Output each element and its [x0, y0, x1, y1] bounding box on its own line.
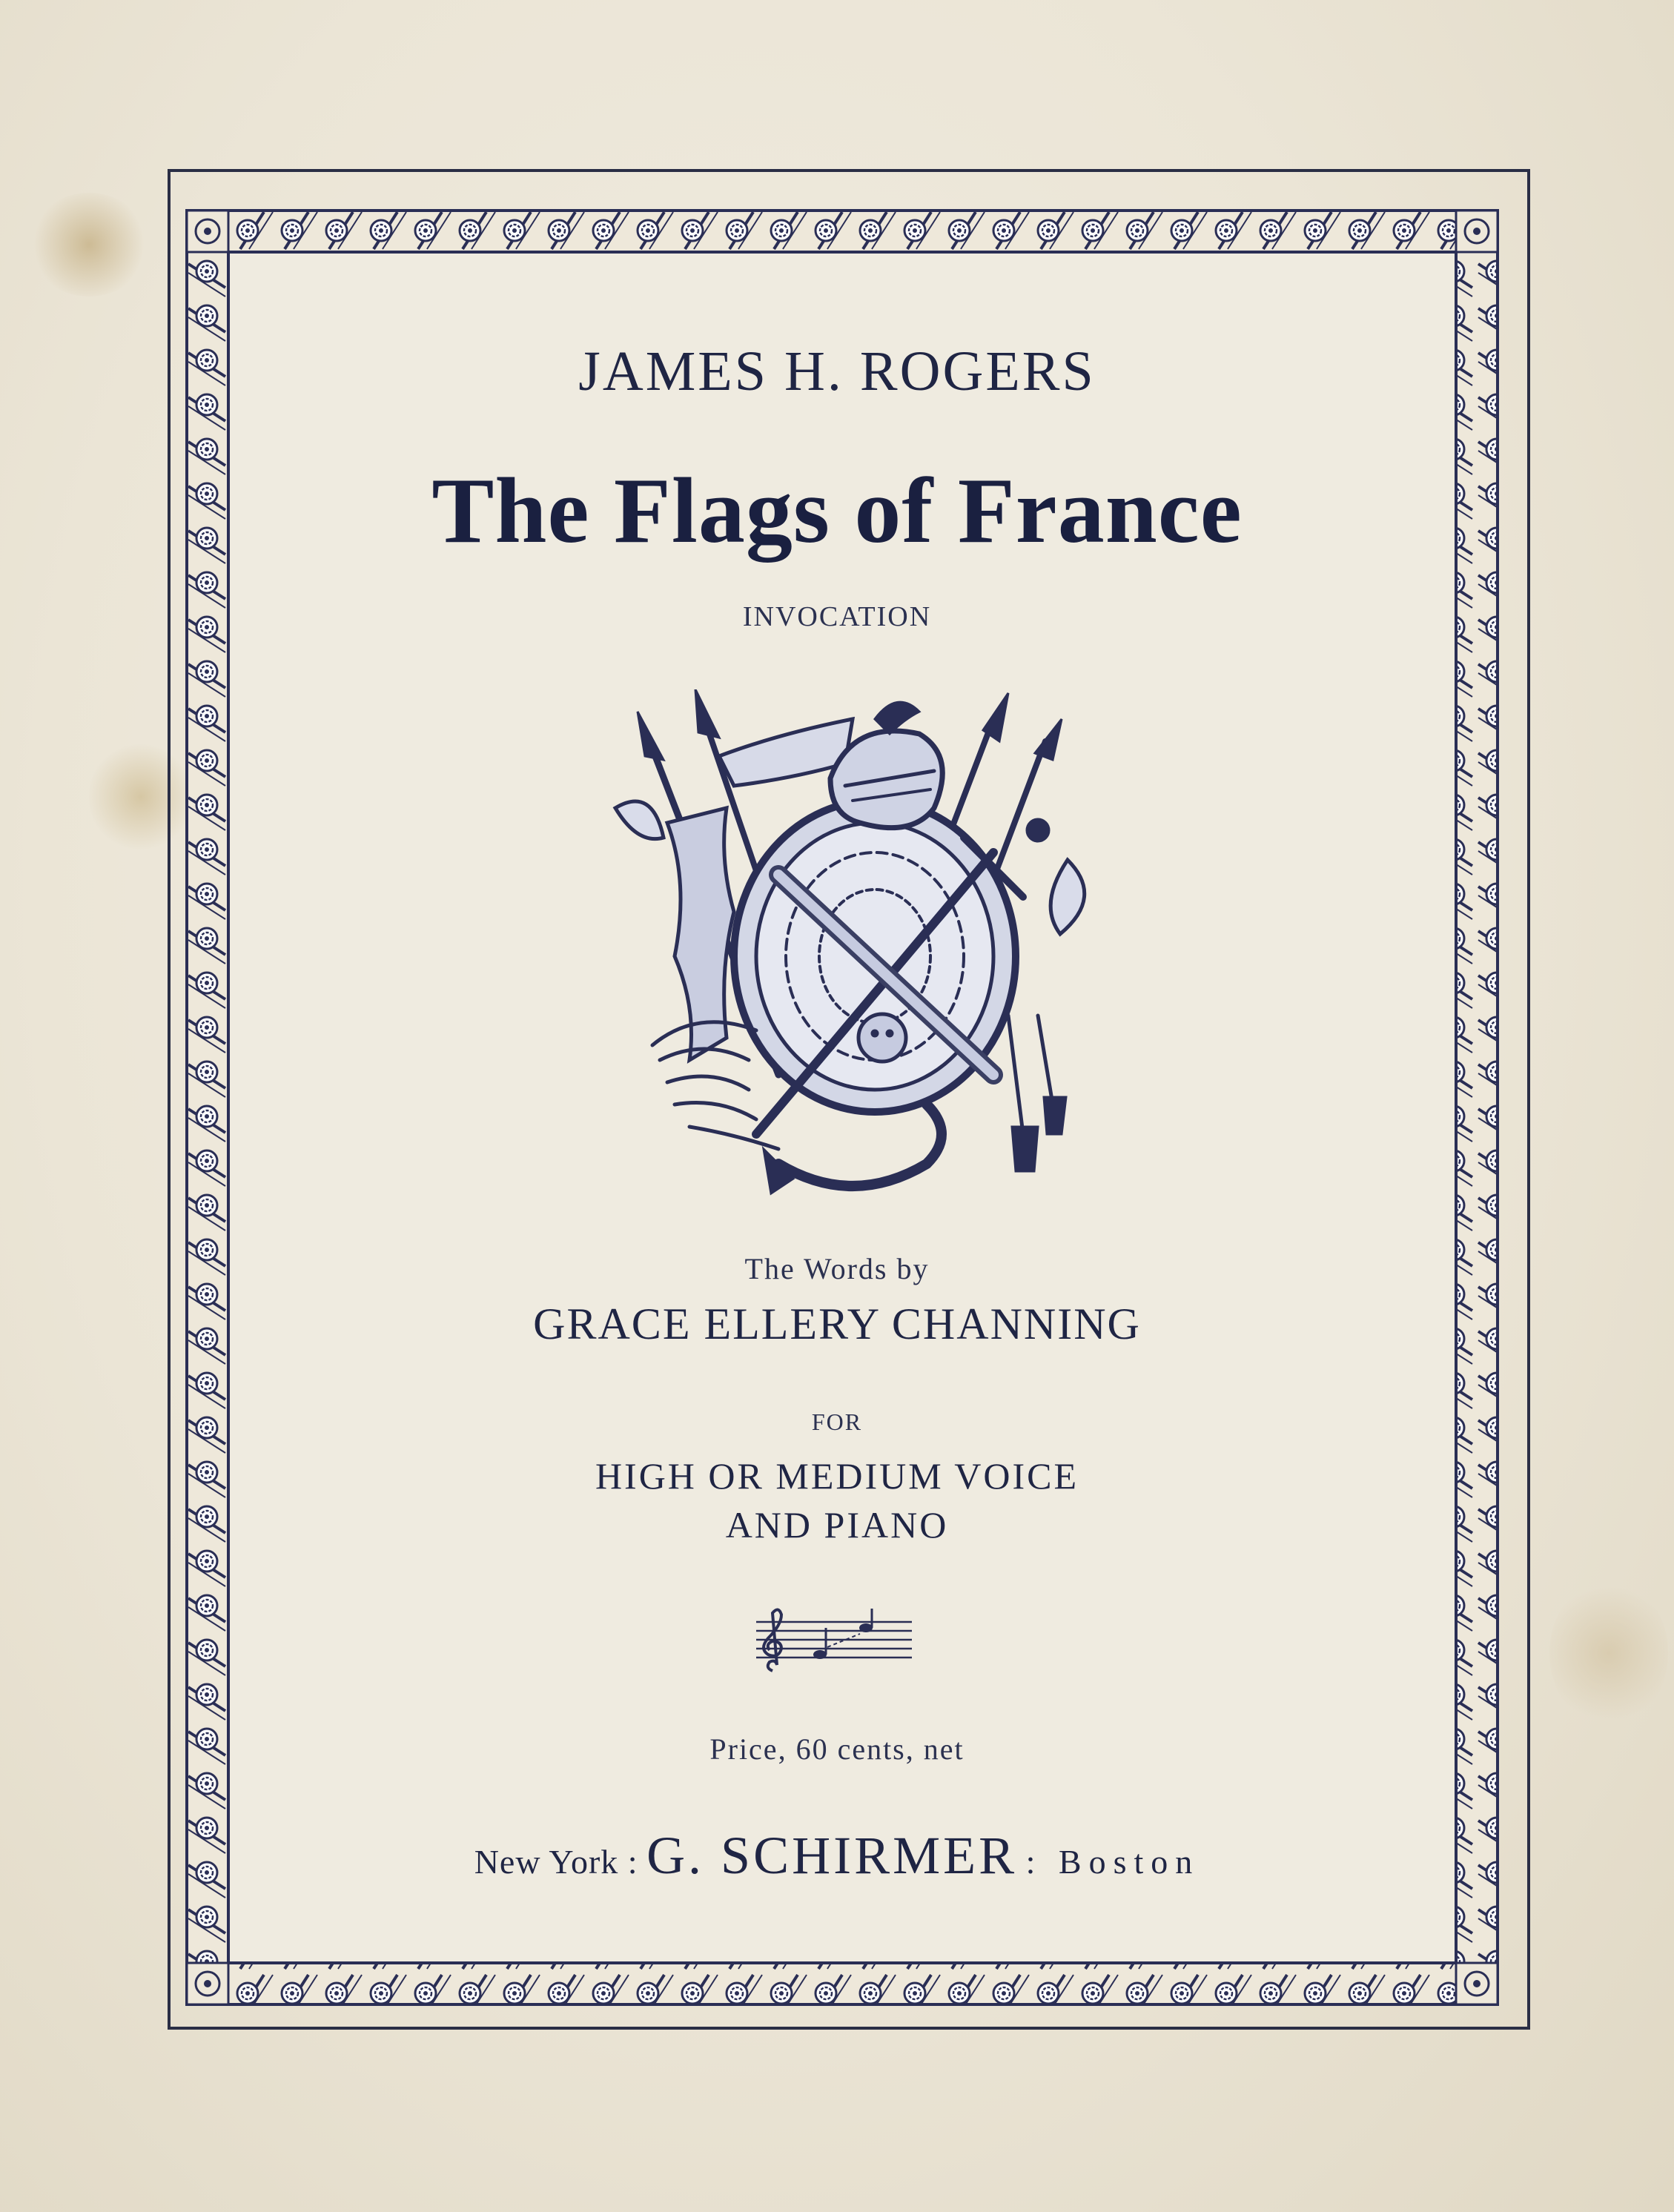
composer-name: JAMES H. ROGERS: [578, 340, 1096, 403]
publisher-city-right: : Boston: [1025, 1843, 1200, 1881]
words-by-label: The Words by: [744, 1252, 930, 1285]
publisher-imprint: [0, 1825, 1674, 1887]
paper-stain: [30, 193, 148, 297]
paper-stain: [1549, 1579, 1668, 1727]
voicing-line-1: HIGH OR MEDIUM VOICE: [595, 1455, 1079, 1497]
for-label: FOR: [811, 1408, 863, 1435]
trophy-of-arms-illustration: [608, 689, 1097, 1201]
publisher-name: G. SCHIRMER: [646, 1826, 1018, 1885]
price-label: Price, 60 cents, net: [709, 1732, 965, 1766]
song-title: The Flags of France: [431, 460, 1243, 563]
voicing-line-2: AND PIANO: [725, 1504, 949, 1546]
song-subtitle: INVOCATION: [742, 601, 932, 632]
treble-clef-staff-icon: [756, 1606, 912, 1674]
lyricist-name: GRACE ELLERY CHANNING: [533, 1299, 1141, 1348]
publisher-city-left: New York :: [474, 1843, 638, 1881]
